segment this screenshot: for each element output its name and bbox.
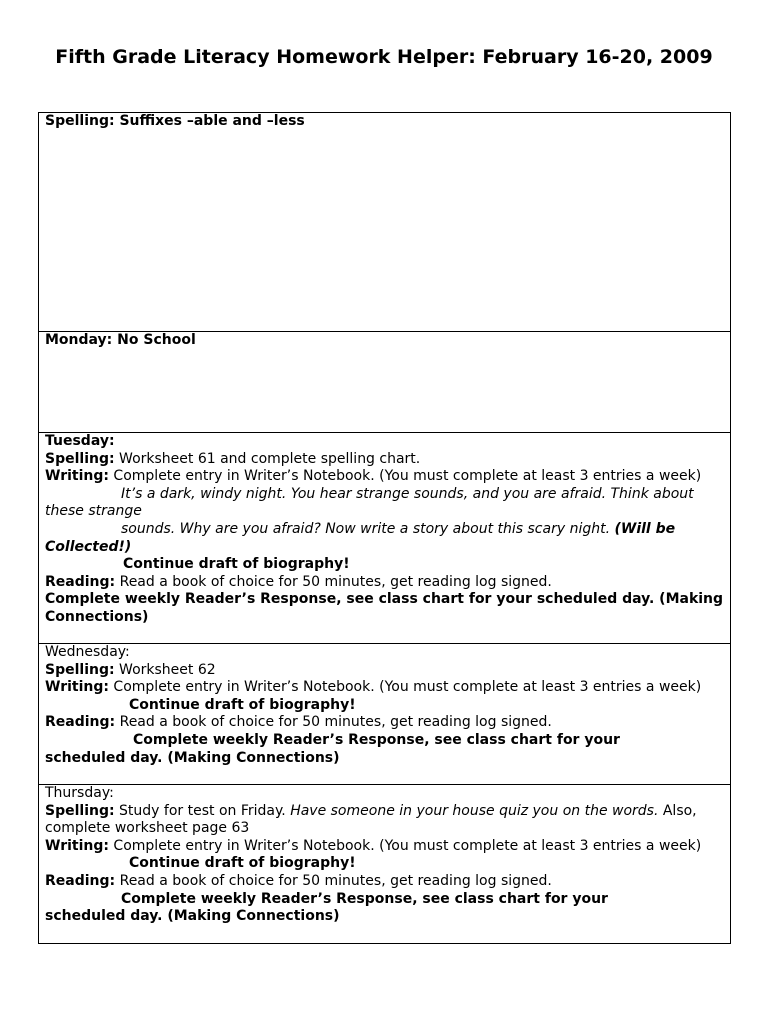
reading-text: Read a book of choice for 50 minutes, get reading log signed. bbox=[115, 714, 552, 731]
spelling-quiz-note: Have someone in your house quiz you on the words. bbox=[290, 802, 659, 819]
spelling-cell bbox=[39, 113, 731, 332]
thursday-spelling bbox=[45, 803, 724, 838]
spelling-row bbox=[39, 113, 731, 332]
tuesday-prompt-line2 bbox=[45, 521, 724, 556]
writing-label: Writing: bbox=[45, 837, 109, 854]
writing-text: Complete entry in Writer’s Notebook. (You must complete at least 3 entries a week) bbox=[108, 679, 702, 696]
thursday-reading bbox=[45, 873, 724, 891]
prompt-text: sounds. Why are you afraid? Now write a story about this scary night. bbox=[121, 520, 615, 537]
monday-row bbox=[39, 332, 731, 433]
reading-label: Reading: bbox=[45, 573, 116, 590]
tuesday-row bbox=[39, 433, 731, 644]
writing-label: Writing: bbox=[45, 468, 109, 485]
thursday-response-line2: scheduled day. (Making Connections) bbox=[45, 908, 340, 925]
wednesday-spelling bbox=[45, 662, 724, 680]
tuesday-cell bbox=[39, 433, 731, 644]
page-title: Fifth Grade Literacy Homework Helper: February 16-20, 2009 bbox=[55, 46, 713, 68]
spelling-label: Spelling: bbox=[45, 661, 115, 678]
spelling-text: Worksheet 61 and complete spelling chart. bbox=[114, 450, 421, 467]
homework-table bbox=[38, 112, 731, 944]
tuesday-biography: Continue draft of biography! bbox=[123, 556, 350, 573]
thursday-writing bbox=[45, 838, 724, 856]
spelling-text: Study for test on Friday. bbox=[114, 802, 291, 819]
wednesday-cell bbox=[39, 644, 731, 785]
tuesday-reading bbox=[45, 574, 724, 592]
tuesday-spelling bbox=[45, 451, 724, 469]
monday-cell bbox=[39, 332, 731, 433]
tuesday-day-label: Tuesday: bbox=[45, 433, 115, 449]
wednesday-reading bbox=[45, 714, 724, 732]
thursday-biography: Continue draft of biography! bbox=[129, 855, 356, 872]
wednesday-biography: Continue draft of biography! bbox=[129, 696, 356, 713]
writing-label: Writing: bbox=[45, 679, 109, 696]
thursday-row bbox=[39, 785, 731, 944]
reading-text: Read a book of choice for 50 minutes, get reading log signed. bbox=[115, 872, 552, 889]
wednesday-day-label: Wednesday: bbox=[45, 644, 130, 660]
spelling-worksheet-note: Also, complete worksheet page 63 bbox=[45, 802, 697, 837]
thursday-response-line1: Complete weekly Reader’s Response, see class chart for your bbox=[121, 890, 608, 907]
monday-heading: Monday: No School bbox=[45, 332, 196, 348]
tuesday-response: Complete weekly Reader’s Response, see class chart for your scheduled day. (Making Connections) bbox=[45, 591, 724, 625]
tuesday-writing bbox=[45, 468, 724, 486]
reading-label: Reading: bbox=[45, 872, 116, 889]
thursday-cell bbox=[39, 785, 731, 944]
reading-text: Read a book of choice for 50 minutes, get reading log signed. bbox=[115, 573, 552, 590]
spelling-label: Spelling: bbox=[45, 450, 115, 467]
tuesday-prompt-line1: It’s a dark, windy night. You hear strange sounds, and you are afraid. Think about these strange bbox=[45, 485, 694, 520]
writing-text: Complete entry in Writer’s Notebook. (You must complete at least 3 entries a week) bbox=[108, 468, 702, 485]
thursday-day-label: Thursday: bbox=[45, 785, 114, 801]
spelling-text: Worksheet 62 bbox=[114, 661, 216, 678]
wednesday-response-line1: Complete weekly Reader’s Response, see class chart for your bbox=[133, 731, 620, 748]
writing-text: Complete entry in Writer’s Notebook. (You must complete at least 3 entries a week) bbox=[108, 837, 702, 854]
reading-label: Reading: bbox=[45, 714, 116, 731]
will-be-collected: (Will be Collected!) bbox=[45, 520, 676, 555]
spelling-heading: Spelling: Suffixes –able and –less bbox=[45, 113, 305, 129]
wednesday-response-line2: scheduled day. (Making Connections) bbox=[45, 749, 340, 766]
wednesday-writing bbox=[45, 679, 724, 697]
wednesday-row bbox=[39, 644, 731, 785]
spelling-label: Spelling: bbox=[45, 802, 115, 819]
